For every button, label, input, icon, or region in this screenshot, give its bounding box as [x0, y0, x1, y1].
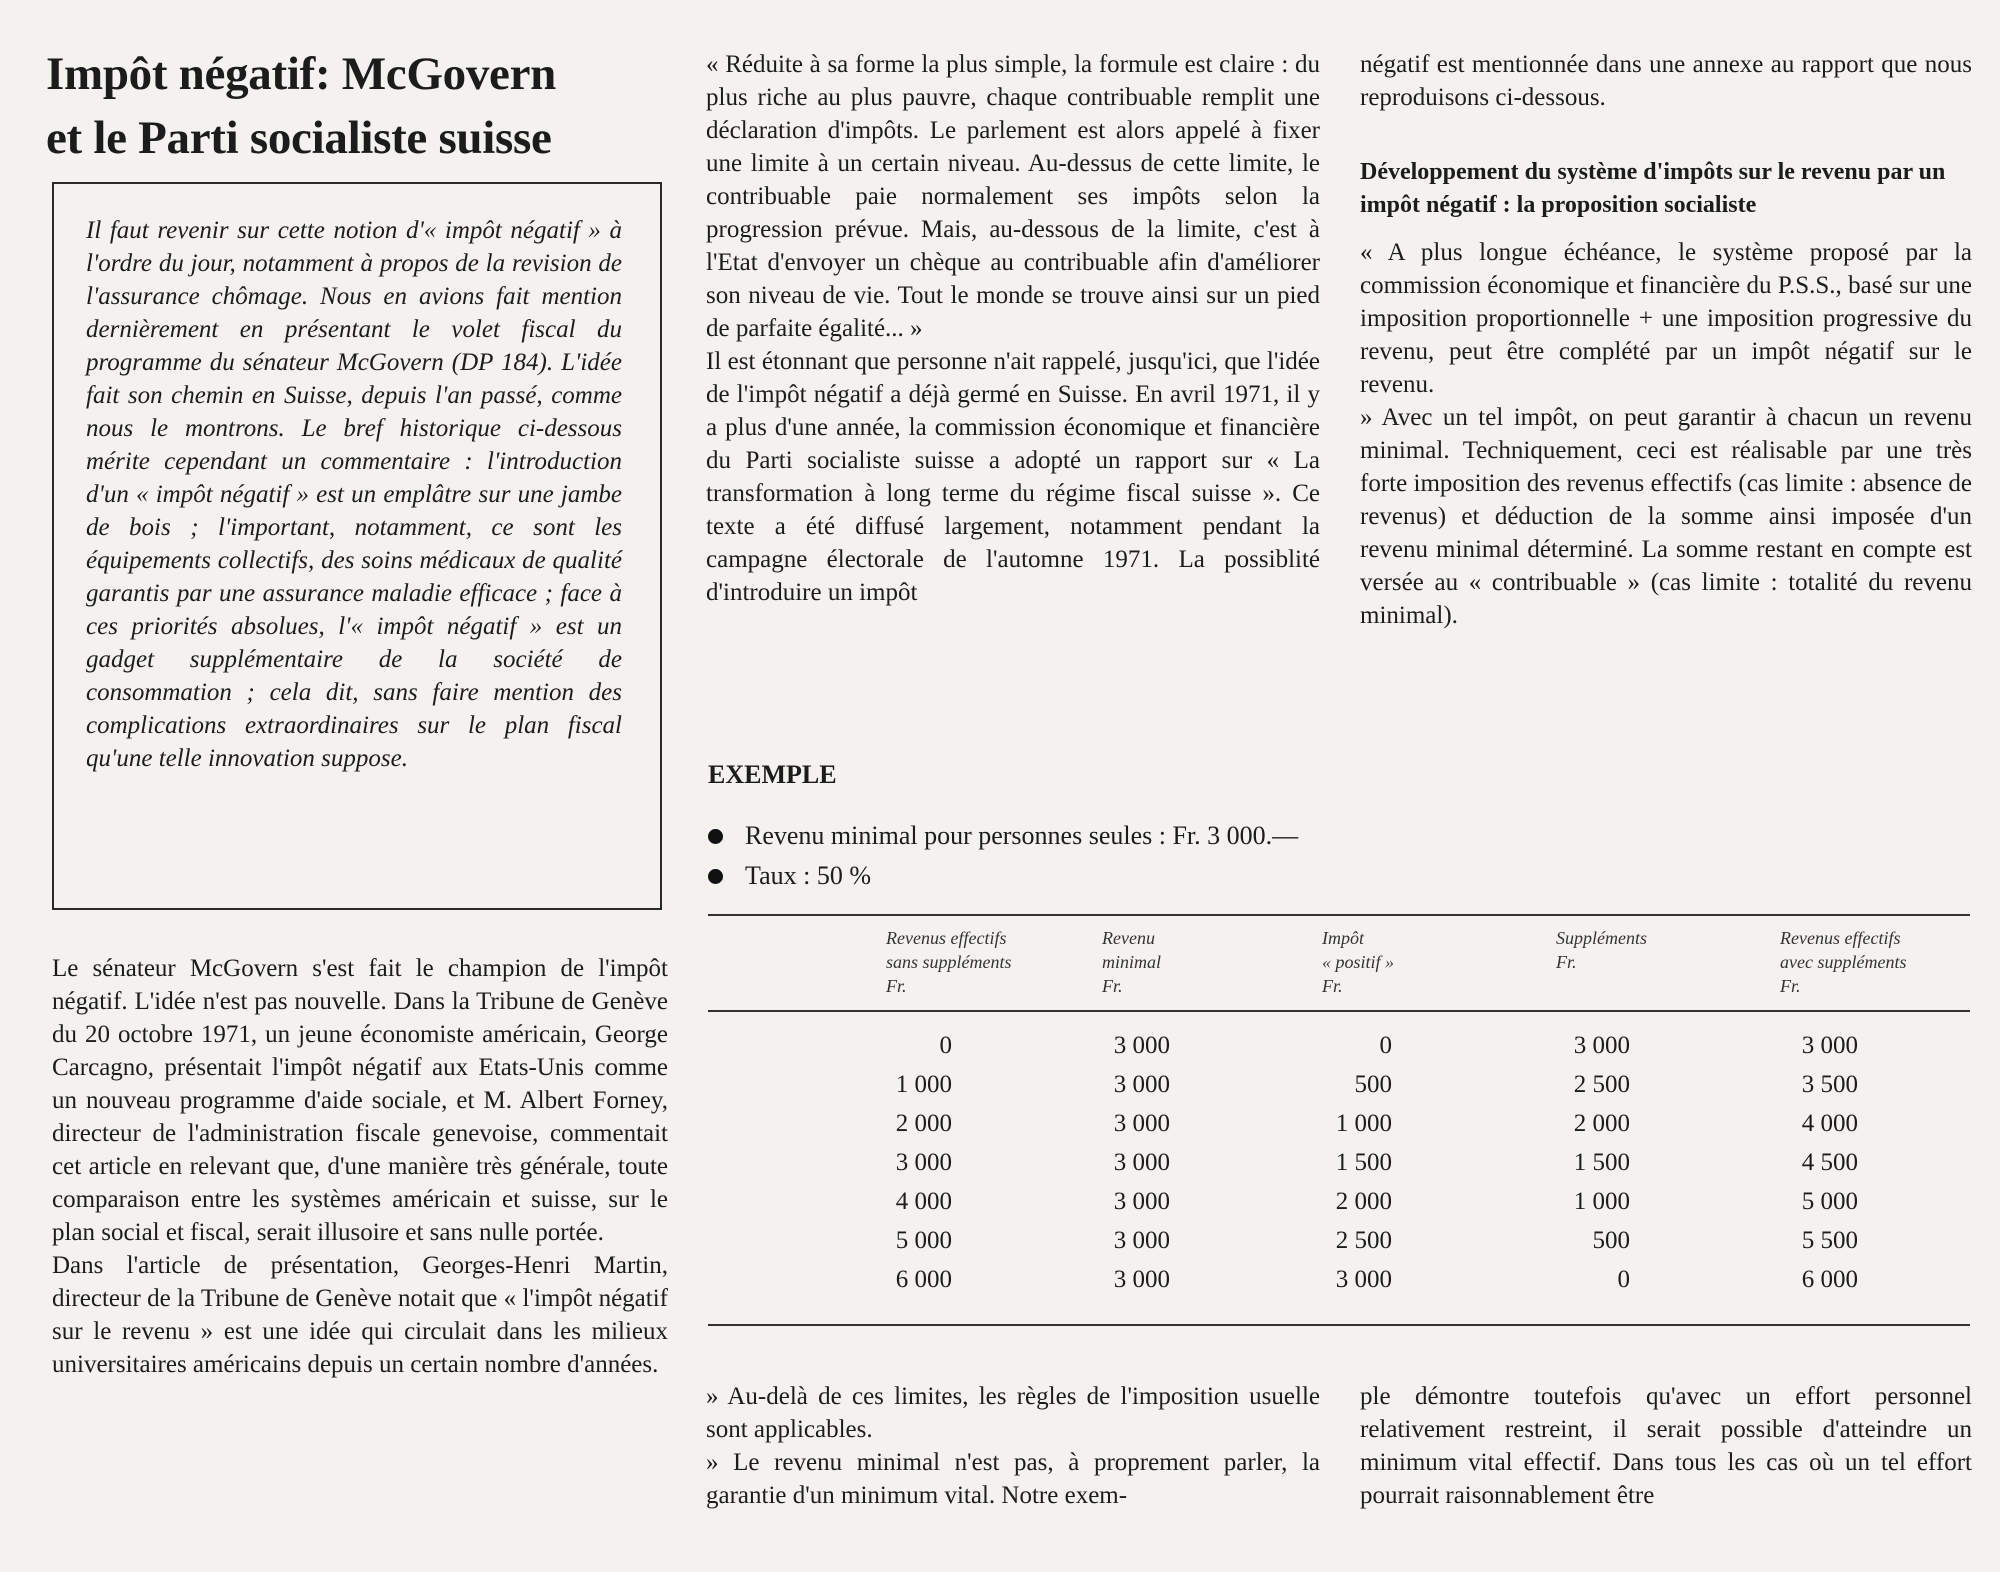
table-cell: 3 000	[1801, 1032, 1858, 1059]
col2-bottom-paragraph-1: » Au-delà de ces limites, les règles de l'imposition usuelle sont applicables.	[706, 1383, 1320, 1443]
col2-paragraph-2: Il est étonnant que personne n'ait rappelé, jusqu'ici, que l'idée de l'impôt négatif a déjà germé en Suisse. En avril 1971, il y a plus d'une année, la commission économique et financière du Parti socialiste suisse a adopté un rapport sur « La transformation à long terme du régime fiscal suisse ». Ce texte a été diffusé largement, notamment pendant la campagne électorale de l'automne 1971. La possiblité d'introduire un impôt	[706, 348, 1320, 606]
column-2-bottom	[706, 1380, 1320, 1512]
col1-paragraph-2: Dans l'article de présentation, Georges-Henri Martin, directeur de la Tribune de Genève notait que « l'impôt négatif sur le revenu » est une idée qui circulait dans les milieux universitaires américains depuis un certain nombre d'années.	[52, 1252, 668, 1378]
table-cell: 4 500	[1801, 1149, 1858, 1176]
table-cell: 1 000	[1335, 1110, 1392, 1137]
table-cell: 1 000	[1573, 1188, 1630, 1215]
col3-paragraph-1: négatif est mentionnée dans une annexe au rapport que nous reproduisons ci-dessous.	[1360, 51, 1972, 111]
table-cell: 3 000	[1113, 1188, 1170, 1215]
table-cell: 4 000	[895, 1188, 952, 1215]
table-cell: 6 000	[895, 1266, 952, 1293]
table-header-revenus-sans: Revenus effectifs sans suppléments Fr.	[886, 928, 1012, 996]
table-cell: 2 500	[1573, 1071, 1630, 1098]
table-cell: 5 000	[1801, 1188, 1858, 1215]
table-cell: 3 000	[1113, 1266, 1170, 1293]
table-cell: 0	[1379, 1032, 1392, 1059]
table-cell: 3 000	[895, 1149, 952, 1176]
table-header-revenus-avec: Revenus effectifs avec suppléments Fr.	[1780, 928, 1907, 996]
table-cell: 1 500	[1573, 1149, 1630, 1176]
column-3-bottom	[1360, 1380, 1972, 1512]
column-3-body	[1360, 48, 1972, 632]
table-cell: 0	[1617, 1266, 1630, 1293]
col1-paragraph-1: Le sénateur McGovern s'est fait le champion de l'impôt négatif. L'idée n'est pas nouvelle. Dans la Tribune de Genève du 20 octobre 1971, un jeune économiste américain, George Carcagno, présentait l'impôt négatif aux Etats-Unis comme un nouveau programme d'aide sociale, et M. Albert Forney, directeur de l'administration fiscale genevoise, commentait cet article en relevant que, d'une manière très générale, toute comparaison entre les systèmes américain et suisse, sur le plan social et fiscal, serait illusoire et sans nulle portée.	[52, 955, 668, 1246]
example-bullets	[708, 816, 1298, 896]
table-header-rule	[708, 1010, 1970, 1012]
table-cell: 2 500	[1335, 1227, 1392, 1254]
table-header-revenu-minimal: Revenu minimal Fr.	[1102, 928, 1162, 996]
example-title: EXEMPLE	[708, 760, 837, 789]
table-cell: 5 000	[895, 1227, 952, 1254]
table-cell: 1 000	[895, 1071, 952, 1098]
table-cell: 3 000	[1335, 1266, 1392, 1293]
col-revenus-avec	[1776, 1026, 1858, 1299]
intro-box	[52, 182, 662, 910]
table-bottom-rule	[708, 1324, 1970, 1326]
table-cell: 3 000	[1113, 1071, 1170, 1098]
bullet-icon	[708, 829, 723, 844]
table-cell: 3 000	[1113, 1110, 1170, 1137]
headline	[46, 42, 686, 170]
table-header-supplements: Suppléments Fr.	[1556, 928, 1647, 972]
intro-text: Il faut revenir sur cette notion d'« impôt négatif » à l'ordre du jour, notamment à propos de la revision de l'assurance chômage. Nous en avions fait mention dernièrement en présentant le volet fiscal du programme du sénateur McGovern (DP 184). L'idée fait son chemin en Suisse, depuis l'an passé, comme nous le montrons. Le bref historique ci-dessous mérite cependant un commentaire : l'introduction d'un « impôt négatif » est un emplâtre sur une jambe de bois ; l'important, notamment, ce sont les équipements collectifs, des soins médicaux de qualité garantis par une assurance maladie efficace ; face à ces priorités absolues, l'« impôt négatif » est un gadget supplémentaire de la société de consommation ; cela dit, sans faire mention des complications extraordinaires sur le plan fiscal qu'une telle innovation suppose.	[86, 217, 622, 772]
col3-paragraph-2: « A plus longue échéance, le système proposé par la commission économique et financière du P.S.S., basé sur une imposition proportionnelle + une imposition progressive du revenu, peut être complété par un impôt négatif sur le revenu.	[1360, 239, 1972, 398]
table-cell: 3 000	[1113, 1227, 1170, 1254]
table-cell: 3 000	[1113, 1149, 1170, 1176]
column-1-body	[52, 952, 668, 1381]
table-cell: 3 000	[1573, 1032, 1630, 1059]
col3-bottom-paragraph-1: ple démontre toutefois qu'avec un effort personnel relativement restreint, il serait possible d'atteindre un minimum vital effectif. Dans tous les cas où un tel effort pourrait raisonnablement être	[1360, 1383, 1972, 1509]
table-header-impot-positif: Impôt « positif » Fr.	[1322, 928, 1395, 996]
headline-line-1: Impôt négatif: McGovern	[46, 48, 556, 100]
table-cell: 1 500	[1335, 1149, 1392, 1176]
table-cell: 0	[939, 1032, 952, 1059]
table-cell: 2 000	[895, 1110, 952, 1137]
table-cell: 500	[1354, 1071, 1392, 1098]
table-cell: 2 000	[1573, 1110, 1630, 1137]
headline-line-2: et le Parti socialiste suisse	[46, 112, 552, 164]
column-2-body	[706, 48, 1320, 609]
col3-subhead: Développement du système d'impôts sur le revenu par un impôt négatif : la proposition socialiste	[1360, 159, 1946, 218]
table-cell: 3 000	[1113, 1032, 1170, 1059]
col-revenu-minimal	[1090, 1026, 1170, 1299]
col-supplements	[1546, 1026, 1630, 1299]
col2-bottom-paragraph-2: » Le revenu minimal n'est pas, à proprement parler, la garantie d'un minimum vital. Notre exem-	[706, 1449, 1320, 1509]
table-cell: 6 000	[1801, 1266, 1858, 1293]
bullet-text-2: Taux : 50 %	[745, 861, 871, 890]
bullet-item	[708, 816, 1298, 856]
col-revenus-sans	[870, 1026, 952, 1299]
bullet-icon	[708, 869, 723, 884]
col2-paragraph-1: « Réduite à sa forme la plus simple, la formule est claire : du plus riche au plus pauvre, chaque contribuable remplit une déclaration d'impôts. Le parlement est alors appelé à fixer une limite à un certain niveau. Au-dessus de cette limite, le contribuable paie normalement ses impôts selon la progression prévue. Mais, au-dessous de la limite, c'est à l'Etat d'envoyer un chèque au contribuable afin d'améliorer son niveau de vie. Tout le monde se trouve ainsi sur un pied de parfaite égalité... »	[706, 51, 1320, 342]
table-top-rule	[708, 914, 1970, 916]
bullet-text-1: Revenu minimal pour personnes seules : Fr. 3 000.—	[745, 821, 1299, 850]
col3-paragraph-3: » Avec un tel impôt, on peut garantir à chacun un revenu minimal. Techniquement, ceci est réalisable par une très forte imposition des revenus effectifs (cas limite : absence de revenus) et déduction de la somme ainsi imposée d'un revenu minimal déterminé. La somme restant en compte est versée au « contribuable » (cas limite : totalité du revenu minimal).	[1360, 404, 1972, 629]
table-cell: 2 000	[1335, 1188, 1392, 1215]
table-cell: 500	[1592, 1227, 1630, 1254]
col-impot-positif	[1310, 1026, 1392, 1299]
table-cell: 3 500	[1801, 1071, 1858, 1098]
table-cell: 5 500	[1801, 1227, 1858, 1254]
table-cell: 4 000	[1801, 1110, 1858, 1137]
bullet-item	[708, 856, 1298, 896]
